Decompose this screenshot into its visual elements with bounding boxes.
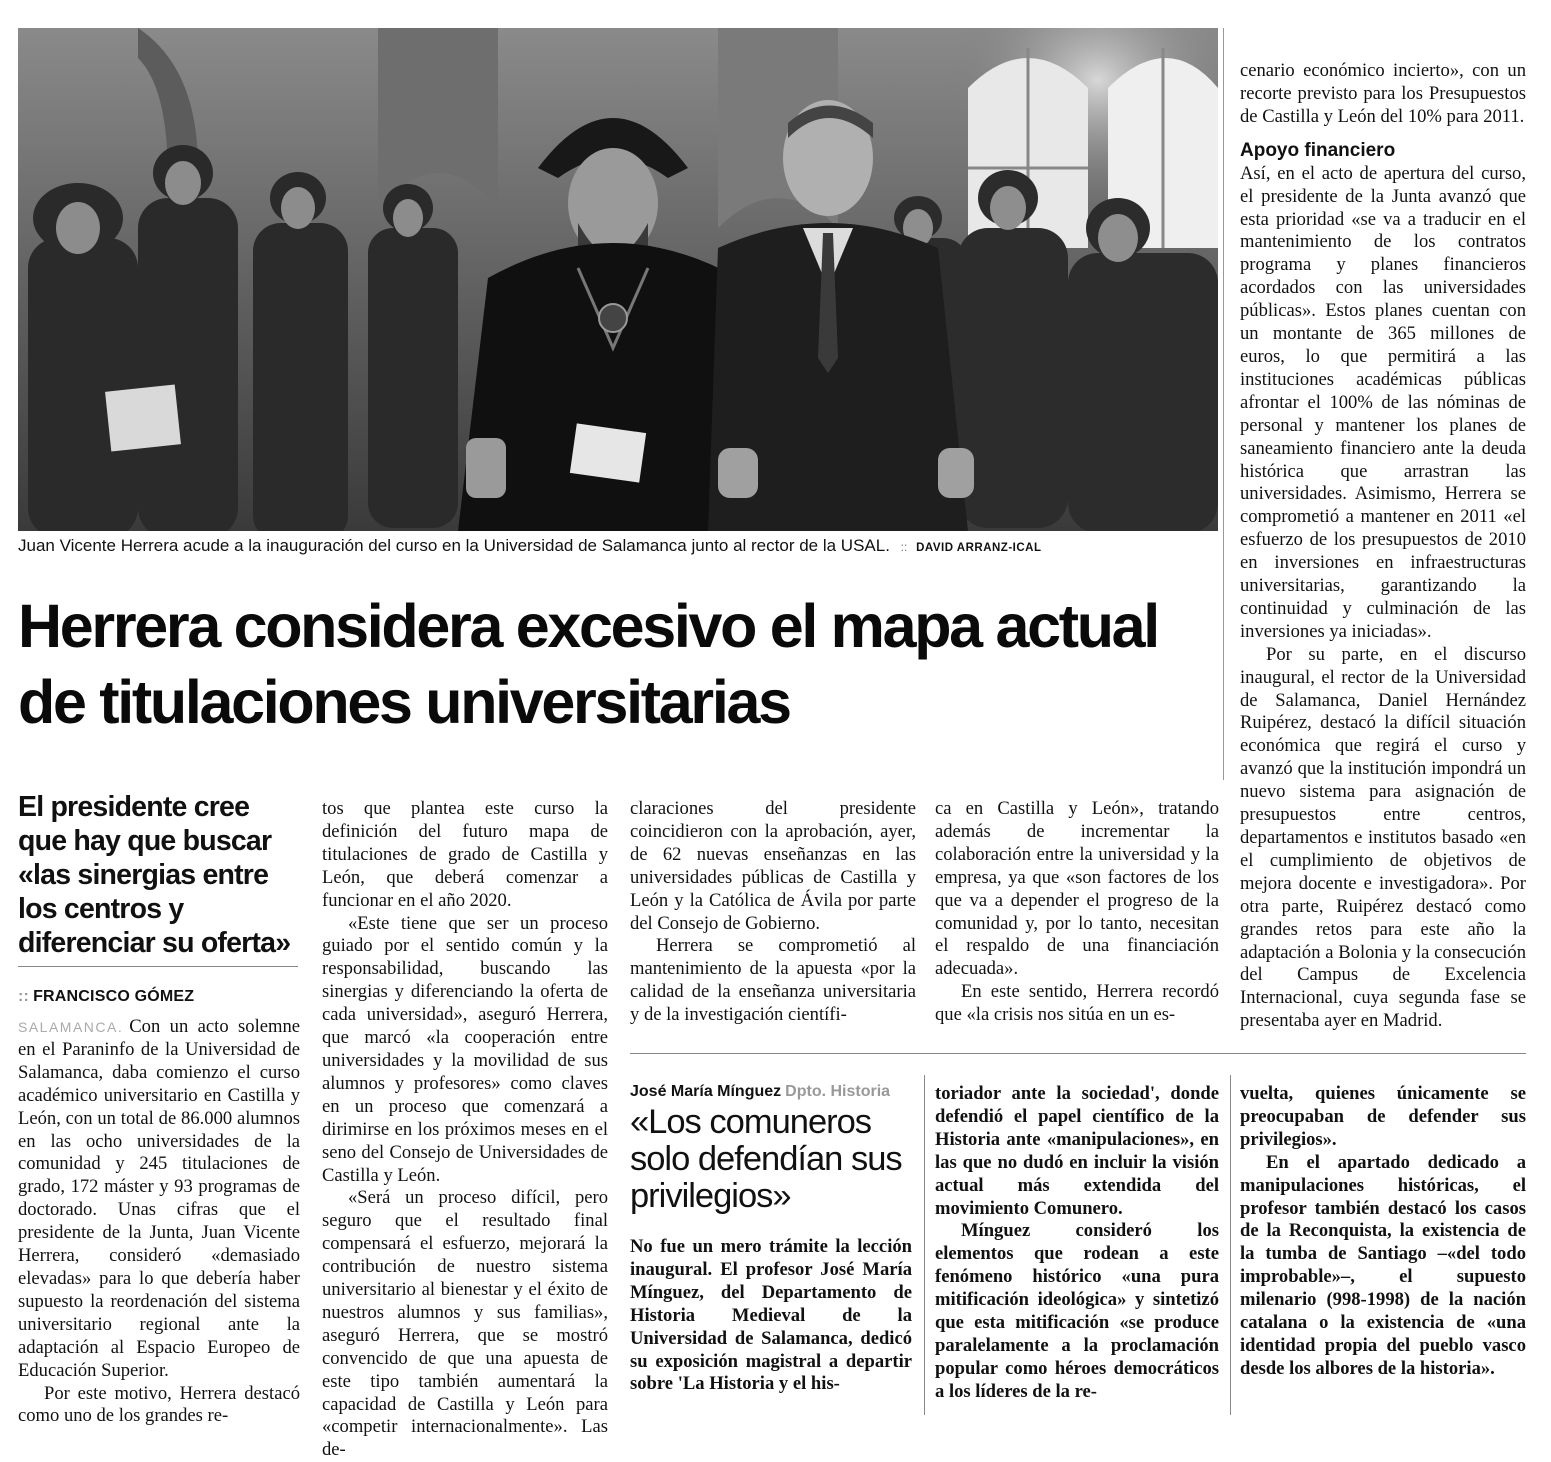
sidebar-paragraph: En el apartado dedicado a manipulaciones históricas, el profesor también destacó los casos de la Reconquista, la existencia de la tumba de Santiago –«del todo improbable»–, el supuesto milenario (998-1998) de la nación catalana o la existencia de «una identidad propia del pueblo vasco desde los albores de la historia». (1240, 1151, 1526, 1379)
sidebar-divider (924, 1075, 925, 1415)
sidebar-top-rule (630, 1053, 1526, 1054)
right-paragraph: Así, en el acto de apertura del curso, el presidente de la Junta avanzó que esta prioridad «se va a traducir en el mantenimiento de los contratos programa y planes financieros acordados con las universidades públicas». Estos planes cuentan con un montante de 365 millones de euros, lo que permitirá a las instituciones académicas públicas afrontar el 100% de las nóminas de personal y mantener los planes de saneamiento financiero ante la deuda histórica que arrastran las universidades. Asimismo, Herrera se comprometió a mantener en 2011 «el esfuerzo de los presupuestos de 2010 en inversiones en infraestructuras universitarias, garantizando la continuidad y culminación de las inversiones ya iniciadas». (1240, 162, 1526, 642)
sidebar-author-name: José María Mínguez (630, 1083, 782, 1100)
photo-illustration (18, 28, 1218, 531)
byline-author: FRANCISCO GÓMEZ (33, 988, 195, 1005)
dateline: SALAMANCA. (18, 1019, 124, 1035)
sidebar-divider (1230, 1075, 1231, 1415)
sidebar-paragraph: No fue un mero trámite la lección inaugural. El profesor José María Mínguez, del Departamento de Historia Medieval de la Universidad de Salamanca, dedicó su exposición magistral a departir sobre 'La Historia y el his- (630, 1236, 912, 1395)
sidebar-author (630, 1083, 920, 1101)
sidebar-paragraph: vuelta, quienes únicamente se preocupaban de defender sus privilegios». (1240, 1083, 1526, 1150)
credit-marker: :: (900, 540, 908, 554)
caption-text: Juan Vicente Herrera acude a la inauguración del curso en la Universidad de Salamanca junto al rector de la USAL. (18, 536, 890, 555)
byline-marker: :: (18, 988, 30, 1005)
photo-credit: DAVID ARRANZ-ICAL (916, 542, 1042, 554)
sidebar-column-2 (935, 1083, 1219, 1404)
sidebar-paragraph: Mínguez consideró los elementos que rodean a este fenómeno histórico «una pura mitificación ideológica» y sintetizó que esta mitificación «se produce paralelamente a la proclamación popular como héroes democráticos a los líderes de la re- (935, 1220, 1219, 1402)
subheadline: El presidente cree que hay que buscar «las sinergias entre los centros y diferenciar su oferta» (18, 790, 298, 967)
sidebar-author-dept: Dpto. Historia (785, 1083, 891, 1100)
article-column-1 (18, 1016, 300, 1428)
column-divider (1223, 28, 1224, 780)
article-paragraph: claraciones del presidente coincidieron con la aprobación, ayer, de 62 nuevas enseñanzas en las universidades públicas de Castilla y León y la Católica de Ávila por parte del Consejo de Gobierno. (630, 798, 916, 934)
article-column-3 (630, 798, 916, 1027)
article-paragraph: tos que plantea este curso la definición del futuro mapa de titulaciones de grado de Castilla y León, que deberá comenzar a funcionar en el año 2020. (322, 798, 608, 911)
sidebar-quote: «Los comuneros solo defendían sus privilegios» (630, 1103, 902, 1215)
article-paragraph: En este sentido, Herrera recordó que «la crisis nos sitúa en un es- (935, 981, 1219, 1026)
sidebar-column-1 (630, 1236, 912, 1396)
article-paragraph: Con un acto solemne en el Paraninfo de la Universidad de Salamanca, daba comienzo el curso académico universitario en Castilla y León, con un total de 86.000 alumnos en las ocho universidades de la comunidad y 245 titulaciones de grado, 172 máster y 93 programas de doctorado. Unas cifras que el presidente de la Junta, Juan Vicente Herrera, consideró «demasiado elevadas» para lo que debería haber supuesto la reordenación del sistema universitario regional ante la adaptación al Espacio Europeo de Educación Superior. (18, 1016, 300, 1381)
article-column-2 (322, 798, 608, 1462)
article-column-4 (935, 798, 1219, 1027)
article-paragraph: «Será un proceso difícil, pero seguro que el resultado final compensará el esfuerzo, mejorará la contribución de nuestro sistema universitario al bienestar y el éxito de nuestros alumnos y sus familias», aseguró Herrera, que se mostró convencido de que una apuesta de este tipo también aumentará la capacidad de Castilla y León para «competir internacionalmente». Las de- (322, 1187, 608, 1461)
right-column (1240, 60, 1526, 1033)
byline (18, 988, 298, 1006)
article-paragraph: Herrera se comprometió al mantenimiento de la apuesta «por la calidad de la enseñanza universitaria y de la investigación científi- (630, 935, 916, 1026)
right-paragraph: Por su parte, en el discurso inaugural, el rector de la Universidad de Salamanca, Daniel Hernández Ruipérez, destacó la difícil situación económica que regirá el curso y avanzó que la institución impondrá un nuevo sistema para asignación de presupuestos entre centros, departamentos e institutos basado «en el cumplimiento de objetivos de mejora docente e investigadora». Por otra parte, Ruipérez destacó como grandes retos para este año la adaptación a Bolonia y la consecución del Campus de Excelencia Internacional, cuya segunda fase se presentaba ayer en Madrid. (1240, 643, 1526, 1032)
sidebar-paragraph: toriador ante la sociedad', donde defendió el papel científico de la Historia ante «manipulaciones», en las que no dudó en incluir la visión actual más extendida del movimiento Comunero. (935, 1083, 1219, 1219)
article-paragraph: Por este motivo, Herrera destacó como uno de los grandes re- (18, 1382, 300, 1427)
article-paragraph: «Este tiene que ser un proceso guiado por el sentido común y la responsabilidad, buscando las sinergias y diferenciando la oferta de cada universidad», aseguró Herrera, que marcó «la cooperación entre universidades y la movilidad de sus alumnos y profesores» como claves en un proceso que comenzará a dirimirse en los próximos meses en el seno del Consejo de Universidades de Castilla y León. (322, 912, 608, 1186)
news-photo (18, 28, 1218, 531)
photo-caption (18, 536, 1218, 558)
headline: Herrera considera excesivo el mapa actual de titulaciones universitarias (18, 592, 1158, 736)
section-heading: Apoyo financiero (1240, 139, 1396, 161)
right-column-lead: cenario económico incierto», con un recorte previsto para los Presupuestos de Castilla y León del 10% para 2011. (1240, 60, 1526, 127)
article-paragraph: ca en Castilla y León», tratando además de incrementar la colaboración entre la universidad y la empresa, ya que «son factores de los que va a depender el progreso de la comunidad y, por lo tanto, necesitan el respaldo de una financiación adecuada». (935, 798, 1219, 980)
sidebar-column-3 (1240, 1083, 1526, 1381)
